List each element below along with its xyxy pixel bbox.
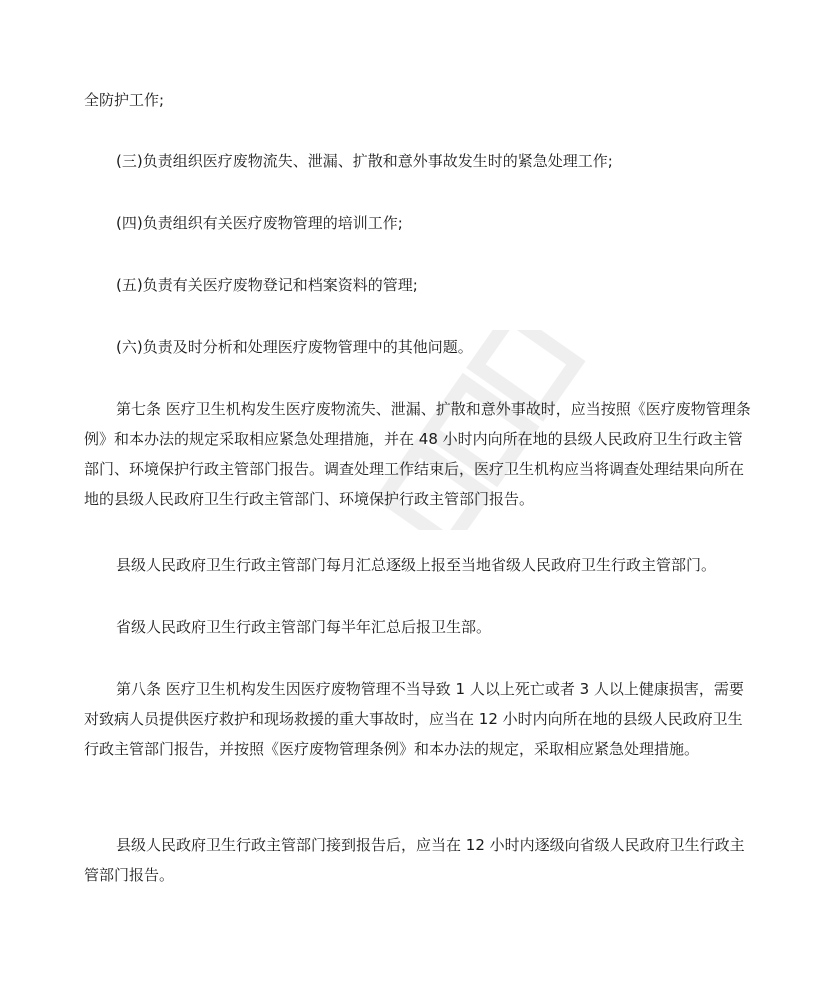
paragraph-continuation: 全防护工作;: [84, 91, 165, 109]
paragraph-item-4: (四)负责组织有关医疗废物管理的培训工作;: [116, 214, 403, 232]
paragraph-county-report: 县级人民政府卫生行政主管部门每月汇总逐级上报至当地省级人民政府卫生行政主管部门。: [116, 556, 717, 574]
paragraph-province-report: 省级人民政府卫生行政主管部门每半年汇总后报卫生部。: [116, 618, 492, 636]
paragraph-item-3: (三)负责组织医疗废物流失、泄漏、扩散和意外事故发生时的紧急处理工作;: [116, 152, 613, 170]
paragraph-article-8: 第八条 医疗卫生机构发生因医疗废物管理不当导致 1 人以上死亡或者 3 人以上健康损害，需要对致病人员提供医疗救护和现场救援的重大事故时，应当在 12 小时内向所在地的县级人民政府卫生行政主管部门报告，并按照《医疗废物管理条例》和本办法的规定，采取相应紧急处理措施。: [84, 680, 744, 758]
paragraph-article-7: 第七条 医疗卫生机构发生医疗废物流失、泄漏、扩散和意外事故时，应当按照《医疗废物管理条例》和本办法的规定采取相应紧急处理措施，并在 48 小时内向所在地的县级人民政府卫生行政主管部门、环境保护行政主管部门报告。调查处理工作结束后，医疗卫生机构应当将调查处理结果向所在地的县级人民政府卫生行政主管部门、环境保护行政主管部门报告。: [84, 400, 751, 508]
paragraph-item-6: (六)负责及时分析和处理医疗废物管理中的其他问题。: [116, 338, 473, 356]
paragraph-county-receive: 县级人民政府卫生行政主管部门接到报告后，应当在 12 小时内逐级向省级人民政府卫生行政主管部门报告。: [84, 836, 745, 884]
paragraph-item-5: (五)负责有关医疗废物登记和档案资料的管理;: [116, 276, 418, 294]
